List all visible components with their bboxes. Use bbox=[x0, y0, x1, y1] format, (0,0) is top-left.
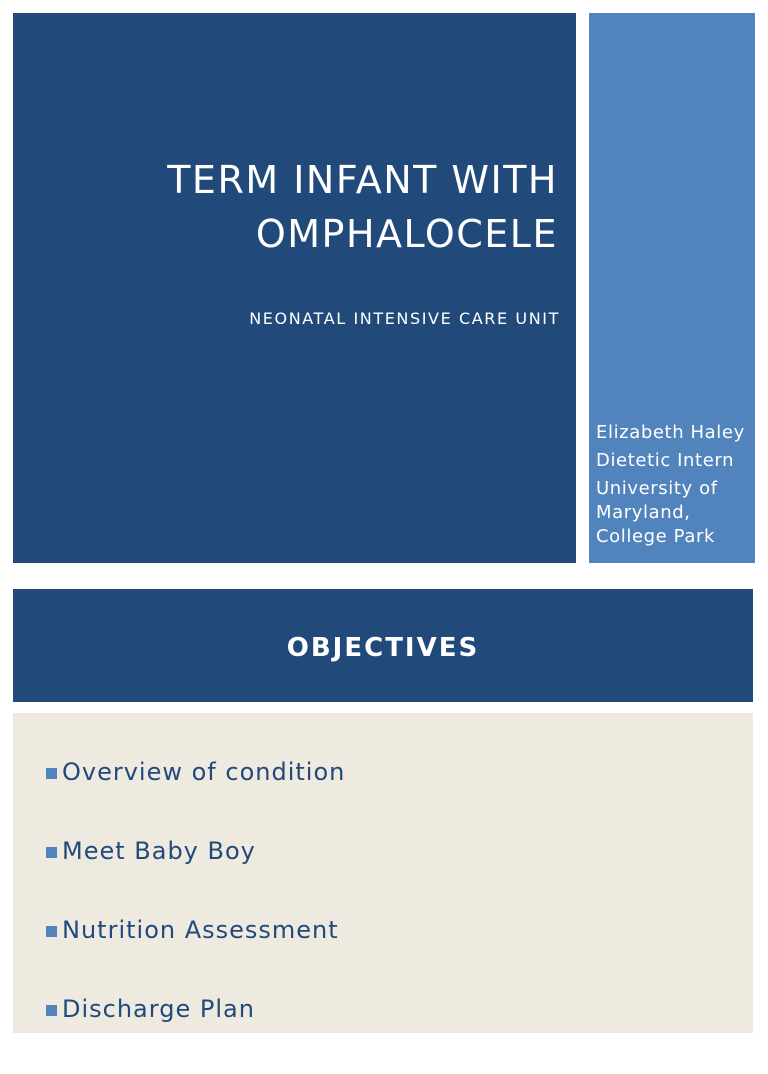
objective-item bbox=[46, 837, 345, 916]
author-role: Dietetic Intern bbox=[596, 450, 735, 471]
objectives-body bbox=[13, 713, 753, 1033]
title-slide-main-panel bbox=[13, 13, 576, 563]
slide-title bbox=[38, 153, 558, 261]
square-bullet-icon bbox=[46, 926, 57, 937]
author-info bbox=[596, 421, 761, 549]
slide-title-line-1: TERM INFANT WITH bbox=[167, 158, 558, 202]
objective-text: Overview of condition bbox=[62, 758, 346, 786]
square-bullet-icon bbox=[46, 847, 57, 858]
objective-item bbox=[46, 758, 345, 837]
square-bullet-icon bbox=[46, 768, 57, 779]
author-name: Elizabeth Haley bbox=[596, 422, 745, 443]
objective-text: Meet Baby Boy bbox=[62, 837, 256, 865]
author-affiliation-line-1: University of bbox=[596, 478, 718, 499]
slide-title-line-2: OMPHALOCELE bbox=[255, 212, 558, 256]
objectives-list bbox=[46, 758, 345, 1074]
square-bullet-icon bbox=[46, 1005, 57, 1016]
author-affiliation-line-2: Maryland, bbox=[596, 502, 691, 523]
title-slide-side-panel bbox=[589, 13, 755, 563]
objective-item bbox=[46, 995, 345, 1074]
objectives-title: OBJECTIVES bbox=[286, 633, 480, 663]
objective-text: Discharge Plan bbox=[62, 995, 255, 1023]
objective-item bbox=[46, 916, 345, 995]
objectives-header bbox=[13, 589, 753, 702]
slide-subtitle: NEONATAL INTENSIVE CARE UNIT bbox=[249, 309, 560, 328]
objective-text: Nutrition Assessment bbox=[62, 916, 339, 944]
author-affiliation-line-3: College Park bbox=[596, 526, 715, 547]
